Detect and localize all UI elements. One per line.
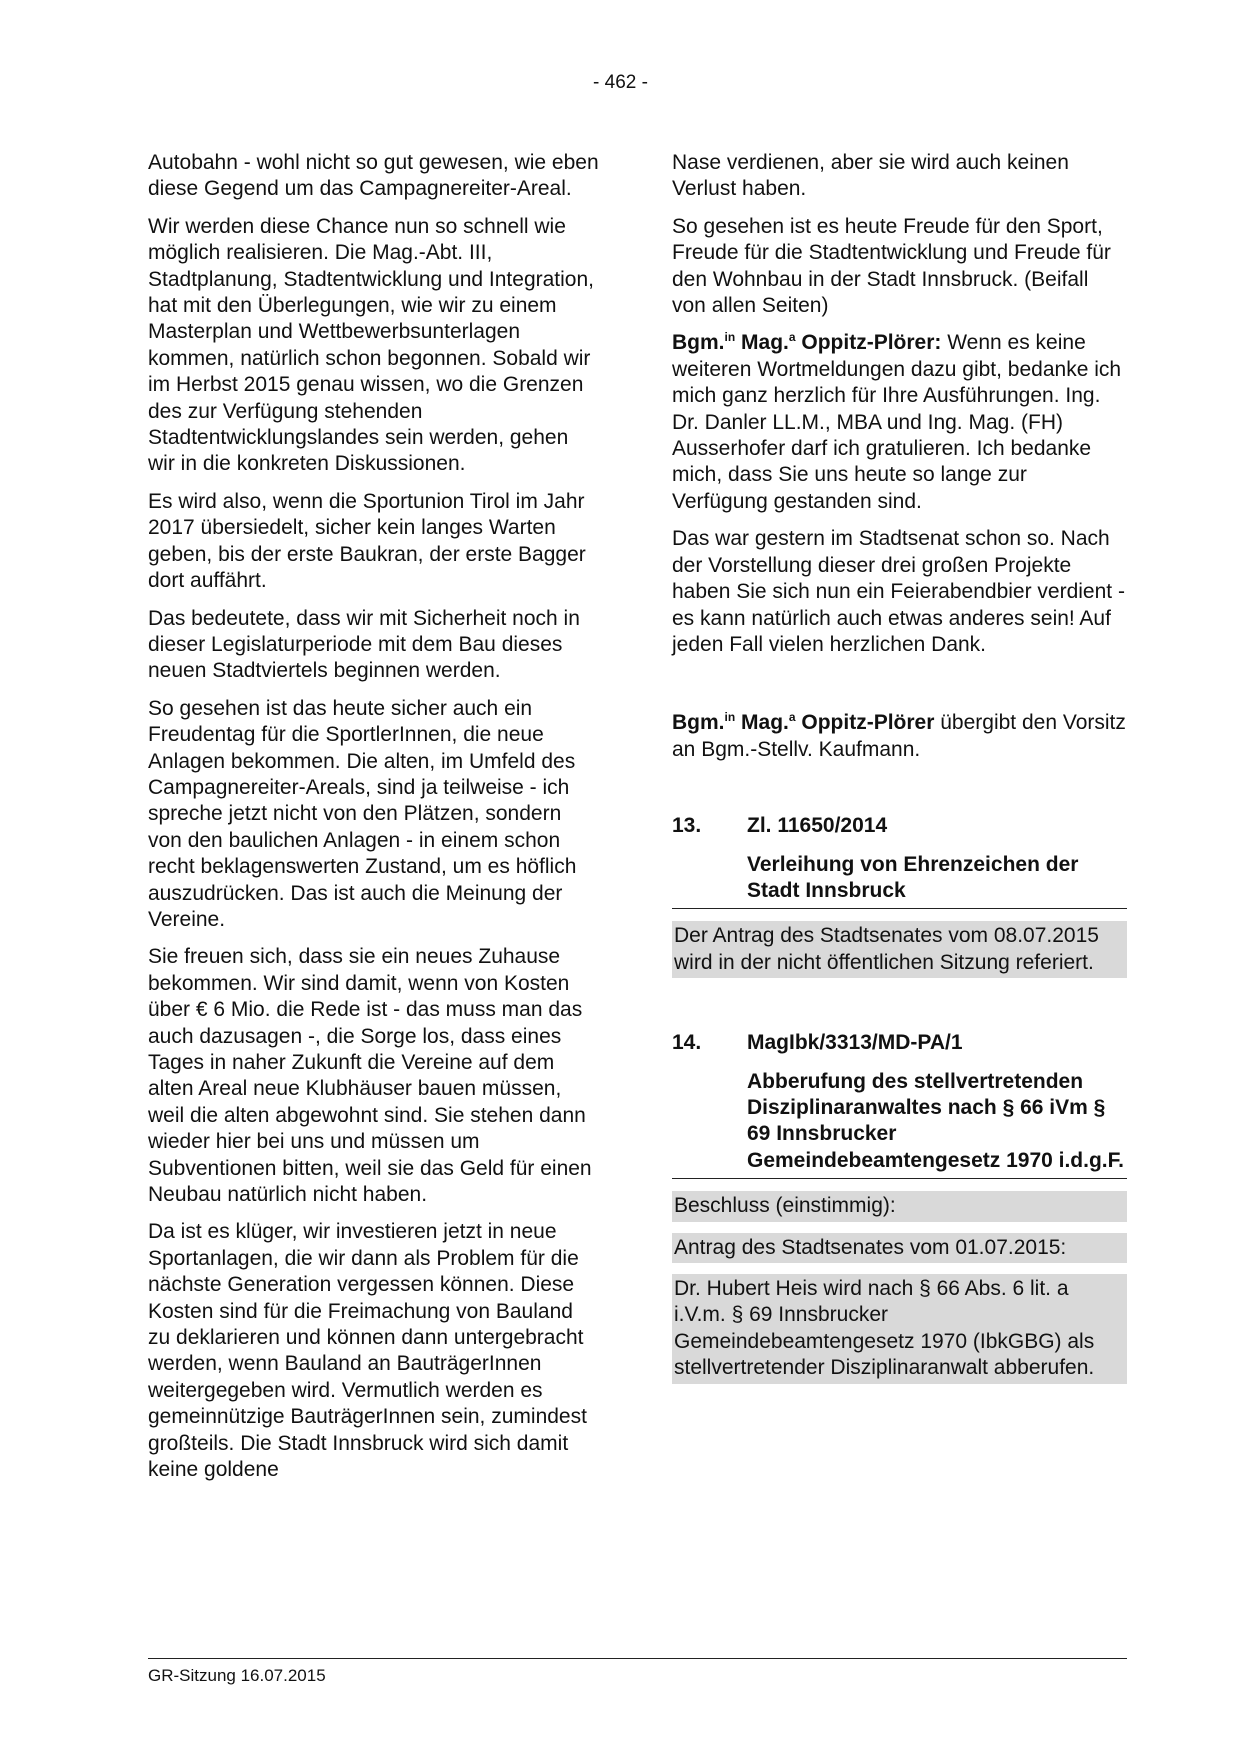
- paragraph: Sie freuen sich, dass sie ein neues Zuhause bekommen. Wir sind damit, wenn von Kosten über € 6 Mio. die Rede ist - das muss man das auch dazusagen -, die Sorge los, dass eines Tages in naher Zukunft die Vereine auf dem alten Areal neue Klubhäuser bauen müssen, weil die alten abgewohnt sind. Sie stehen dann wieder hier bei uns und müssen um Subventionen bitten, weil sie das Geld für einen Neubau natürlich nicht haben.: [148, 945, 592, 1207]
- agenda-number: 14.: [672, 1031, 702, 1055]
- paragraph: Es wird also, wenn die Sportunion Tirol im Jahr 2017 übersiedelt, sicher kein langes Warten geben, bis der erste Baukran, der erste Bagger dort auffährt.: [148, 489, 586, 593]
- page-number: - 462 -: [593, 72, 648, 93]
- footer-session: GR-Sitzung 16.07.2015: [148, 1666, 326, 1685]
- speech-paragraph: [672, 330, 1127, 515]
- motion-label: Antrag des Stadtsenates vom 01.07.2015:: [672, 1233, 1127, 1263]
- right-column: [672, 150, 1127, 1384]
- agenda-item-13: [672, 813, 1127, 978]
- paragraph: Das war gestern im Stadtsenat schon so. Nach der Vorstellung dieser drei großen Projekte haben Sie sich nun ein Feierabendbier verdient - es kann natürlich auch etwas anderes sein! Auf jeden Fall vielen herzlichen Dank.: [672, 527, 1125, 656]
- paragraph: Nase verdienen, aber sie wird auch keinen Verlust haben.: [672, 151, 1069, 201]
- agenda-reference: MagIbk/3313/MD-PA/1: [747, 1031, 963, 1055]
- paragraph: So gesehen ist es heute Freude für den Sport, Freude für die Stadtentwicklung und Freude für den Wohnbau in der Stadt Innsbruck. (Beifall von allen Seiten): [672, 214, 1111, 318]
- agenda-reference: Zl. 11650/2014: [747, 814, 888, 838]
- divider: [672, 1178, 1127, 1179]
- chair-handover: Bgm.$^{in}$ Mag.$^a$ Oppitz-Plörer übergibt den Vorsitz an Bgm.-Stellv. Kaufmann.: [672, 710, 1126, 761]
- agenda-note: Der Antrag des Stadtsenates vom 08.07.2015 wird in der nicht öffentlichen Sitzung referiert.: [672, 921, 1127, 978]
- speaker-name: Bgm.$^{in}$ Mag.$^a$ Oppitz-Plörer: [672, 710, 935, 735]
- motion-text: Dr. Hubert Heis wird nach § 66 Abs. 6 lit. a i.V.m. § 69 Innsbrucker Gemeindebeamtengesetz 1970 (IbkGBG) als stellvertretender Disziplinaranwalt abberufen.: [672, 1274, 1127, 1384]
- paragraph: Das bedeutete, dass wir mit Sicherheit noch in dieser Legislaturperiode mit dem Bau dieses neuen Stadtviertels beginnen werden.: [148, 606, 580, 683]
- agenda-header: [672, 813, 1127, 839]
- divider: [672, 908, 1127, 909]
- paragraph: Da ist es klüger, wir investieren jetzt in neue Sportanlagen, die wir dann als Problem für die nächste Generation vergessen können. Diese Kosten sind für die Freimachung von Bauland zu deklarieren und können dann untergebracht werden, wenn Bauland an BauträgerInnen weitergegeben wird. Vermutlich werden es gemeinnützige BauträgerInnen sein, zumindest großteils. Die Stadt Innsbruck wird sich damit keine goldene: [148, 1220, 587, 1482]
- paragraph: Autobahn - wohl nicht so gut gewesen, wie eben diese Gegend um das Campagnereiter-Areal.: [148, 151, 599, 201]
- decision-label: Beschluss (einstimmig):: [672, 1191, 1127, 1221]
- agenda-title: Verleihung von Ehrenzeichen der Stadt Innsbruck: [747, 852, 1079, 902]
- agenda-item-14: [672, 1030, 1127, 1383]
- agenda-title: Abberufung des stellvertretenden Disziplinaranwaltes nach § 66 iVm § 69 Innsbrucker Gemeindebeamtengesetz 1970 i.d.g.F.: [747, 1069, 1124, 1172]
- agenda-header: [672, 1030, 1127, 1056]
- speech-text: Wenn es keine weiteren Wortmeldungen dazu gibt, bedanke ich mich ganz herzlich für Ihre Ausführungen. Ing. Dr. Danler LL.M., MBA und Ing. Mag. (FH) Ausserhofer darf ich gratulieren. Ich bedanke mich, dass Sie uns heute so lange zur Verfügung gestanden sind.: [672, 331, 1122, 513]
- left-column: [148, 150, 600, 1495]
- footer-divider: [148, 1658, 1127, 1659]
- agenda-number: 13.: [672, 814, 702, 838]
- paragraph: So gesehen ist das heute sicher auch ein Freudentag für die SportlerInnen, die neue Anlagen bekommen. Die alten, im Umfeld des Campagnereiter-Areals, sind ja teilweise - ich spreche jetzt nicht von den Plätzen, sondern von den baulichen Anlagen - in einem schon recht beklagenswerten Zustand, um es höflich auszudrücken. Das ist auch die Meinung der Vereine.: [148, 696, 577, 931]
- speaker-name: Bgm.$^{in}$ Mag.$^a$ Oppitz-Plörer:: [672, 330, 942, 355]
- paragraph: Wir werden diese Chance nun so schnell wie möglich realisieren. Die Mag.-Abt. III, Stadtplanung, Stadtentwicklung und Integration, hat mit den Überlegungen, wie wir zu einem Masterplan und Wettbewerbsunterlagen kommen, natürlich schon begonnen. Sobald wir im Herbst 2015 genau wissen, wo die Grenzen des zur Verfügung stehenden Stadtentwicklungslandes sein werden, gehen wir in die konkreten Diskussionen.: [148, 214, 594, 476]
